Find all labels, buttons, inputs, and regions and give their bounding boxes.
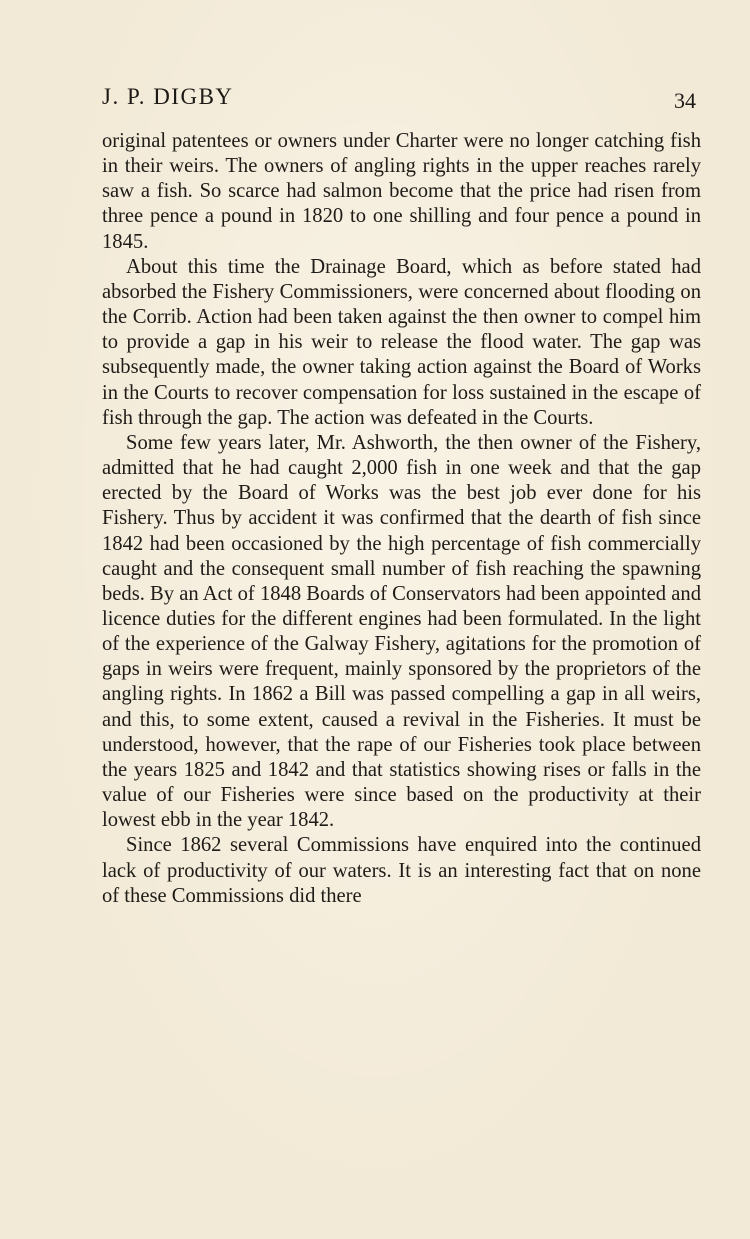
running-head bbox=[102, 84, 702, 114]
author-name: J. P. DIGBY bbox=[102, 84, 234, 109]
paragraph-4: Since 1862 several Commissions have enquired into the continued lack of productivity of our waters. It is an interesting fact that on none of these Commissions did there bbox=[102, 834, 701, 907]
paragraph-3: Some few years later, Mr. Ashworth, the then owner of the Fishery, admitted that he had caught 2,000 fish in one week and that the gap erected by the Board of Works was the best job ever done for his Fishery. Thus by accident it was confirmed that the dearth of fish since 1842 had been occasioned by the high percentage of fish commercially caught and the consequent small number of fish reaching the spawning beds. By an Act of 1848 Boards of Conservators had been appointed and licence duties for the different engines had been formulated. In the light of the experience of the Galway Fishery, agitations for the promotion of gaps in weirs were frequent, mainly sponsored by the proprietors of the angling rights. In 1862 a Bill was passed compelling a gap in all weirs, and this, to some extent, caused a revival in the Fisheries. It must be understood, however, that the rape of our Fisheries took place between the years 1825 and 1842 and that statistics showing rises or falls in the value of our Fisheries were since based on the productivity at their lowest ebb in the year 1842. bbox=[102, 431, 701, 832]
page-number: 34 bbox=[674, 88, 696, 113]
paragraph-1: original patentees or owners under Charter were no longer catching fish in their weirs. The owners of angling rights in the upper reaches rarely saw a fish. So scarce had salmon become that the price had risen from three pence a pound in 1820 to one shilling and four pence a pound in 1845. bbox=[102, 130, 701, 253]
paragraph-2: About this time the Drainage Board, which as before stated had absorbed the Fishery Commissioners, were concerned about flooding on the Corrib. Action had been taken against the then owner to compel him to provide a gap in his weir to release the flood water. The gap was subsequently made, the owner taking action against the Board of Works in the Courts to recover compensation for loss sustained in the escape of fish through the gap. The action was defeated in the Courts. bbox=[102, 255, 701, 429]
body-text bbox=[102, 129, 701, 909]
